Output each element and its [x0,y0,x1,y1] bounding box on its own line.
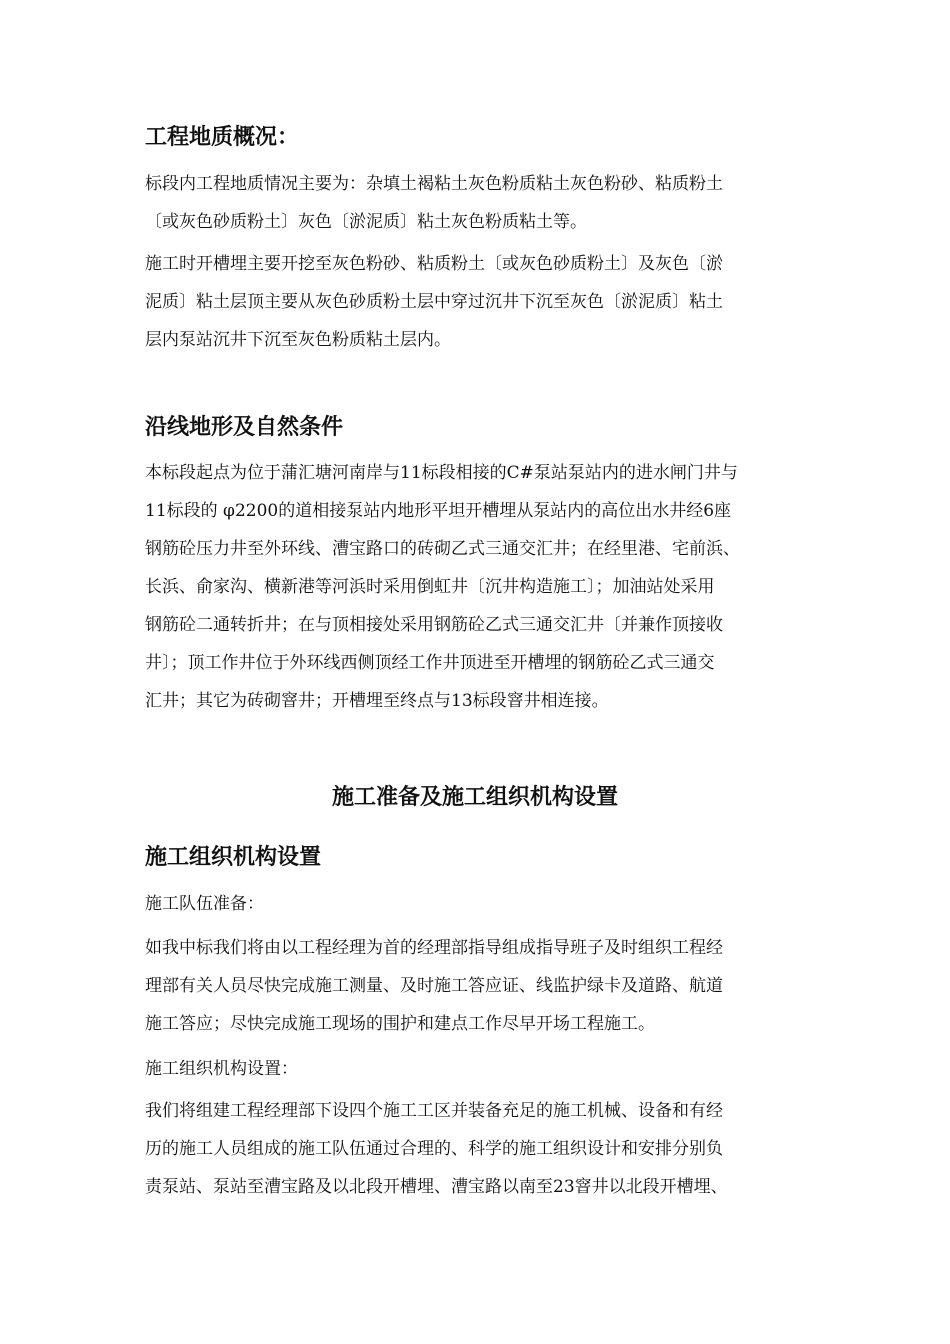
section-heading-organization: 施工组织机构设置 [145,845,322,870]
section-heading-terrain: 沿线地形及自然条件 [145,415,344,440]
text-line: 汇井；其它为砖砌窨井；开槽埋至终点与13标段窨井相连接。 [145,691,609,711]
text-line: 11标段的 φ2200的道相接泵站内地形平坦开槽埋从泵站内的高位出水井经6座 [145,501,732,521]
text-line: 井〕；顶工作井位于外环线西侧顶经工作井顶进至开槽埋的钢筋砼乙式三通交 [145,653,715,673]
text-line: 理部有关人员尽快完成施工测量、及时施工答应证、线监护绿卡及道路、航道 [145,976,723,996]
text-line: 长浜、俞家沟、横新港等河浜时采用倒虹井〔沉井构造施工〕；加油站处采用 [145,577,715,597]
paragraph-geology-summary [145,165,810,241]
text-line: 钢筋砼二通转折井；在与顶相接处采用钢筋砼乙式三通交汇井〔并兼作顶接收 [145,615,723,635]
text-line: 责泵站、泵站至漕宝路及以北段开槽埋、漕宝路以南至23窨井以北段开槽埋、 [145,1177,728,1197]
paragraph-organization-detail [145,1092,810,1206]
text-line: 如我中标我们将由以工程经理为首的经理部指导组成指导班子及时组织工程经 [145,938,723,958]
text-line: 历的施工人员组成的施工队伍通过合理的、科学的施工组织设计和安排分别负 [145,1139,723,1159]
text-line: 我们将组建工程经理部下设四个施工工区并装备充足的施工机械、设备和有经 [145,1101,723,1121]
text-line: 施工时开槽埋主要开挖至灰色粉砂、粘质粉土〔或灰色砂质粉土〕及灰色〔淤 [145,254,723,274]
paragraph-team-preparation-label [145,885,810,923]
text-line: 标段内工程地质情况主要为：杂填土褐粘土灰色粉质粘土灰色粉砂、粘质粉土 [145,174,723,194]
paragraph-route-description [145,454,810,720]
paragraph-organization-label [145,1050,810,1088]
chapter-title: 施工准备及施工组织机构设置 [331,785,618,810]
text-line: 钢筋砼压力井至外环线、漕宝路口的砖砌乙式三通交汇井；在经里港、宅前浜、 [145,539,740,559]
text-line: 泥质〕粘土层顶主要从灰色砂质粉土层中穿过沉井下沉至灰色〔淤泥质〕粘土 [145,292,723,312]
text-line: 本标段起点为位于蒲汇塘河南岸与11标段相接的C#泵站泵站内的进水闸门井与 [145,463,738,483]
text-line: 层内泵站沉井下沉至灰色粉质粘土层内。 [145,330,451,350]
section-heading-geology: 工程地质概况： [145,125,300,150]
text-line: 施工答应；尽快完成施工现场的围护和建点工作尽早开场工程施工。 [145,1014,655,1034]
paragraph-team-preparation [145,929,810,1043]
text-line: 〔或灰色砂质粉土〕灰色〔淤泥质〕粘土灰色粉质粘土等。 [145,212,587,232]
text-line: 施工组织机构设置： [145,1059,298,1079]
text-line: 施工队伍准备： [145,894,264,914]
paragraph-excavation-layers [145,245,810,359]
